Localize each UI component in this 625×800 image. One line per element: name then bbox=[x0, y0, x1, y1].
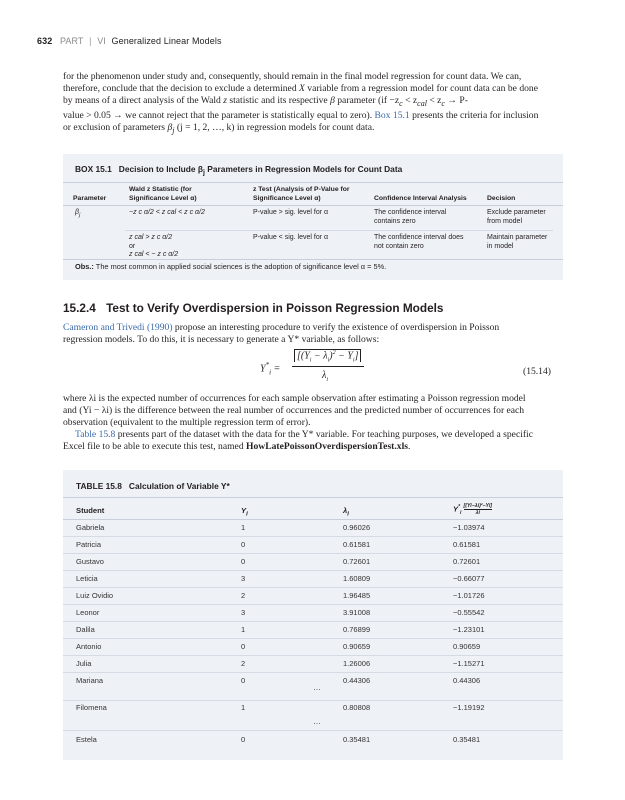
box-param-symbol: $\beta_j$ bbox=[75, 209, 81, 219]
part-roman: VI bbox=[97, 36, 106, 46]
section-number: 15.2.4 bbox=[63, 301, 96, 315]
table-cell-ystar: −1.15271 bbox=[453, 659, 485, 668]
table-cell-ystar: −0.55542 bbox=[453, 608, 485, 617]
table-cell-lambda: 1.26006 bbox=[343, 659, 371, 668]
table-rule-filomena bbox=[63, 700, 563, 701]
table-cell-lambda: 0.44306 bbox=[343, 676, 371, 685]
table-intro-paragraph bbox=[63, 429, 563, 453]
box-row1-ztest: P-value > sig. level for α bbox=[253, 209, 329, 216]
para3-line-2: and (Yi − λi) is the difference between the real number of occurrences and the predicted number of occurrences for each bbox=[63, 405, 525, 417]
table-header-lambda: $\lambda_i$ bbox=[343, 506, 349, 518]
table-cell-student: Estela bbox=[76, 735, 97, 744]
box-row1-wald: −z c α/2 < z cal < z c α/2 bbox=[129, 209, 205, 216]
table-cell-ystar: 0.72601 bbox=[453, 557, 481, 566]
table-cell-lambda: 0.35481 bbox=[343, 735, 371, 744]
table-cell-lambda: 0.80808 bbox=[343, 703, 371, 712]
table-cell-ystar: 0.35481 bbox=[453, 735, 481, 744]
box-row2-ztest: P-value < sig. level for α bbox=[253, 234, 329, 241]
table-row-divider bbox=[63, 655, 563, 656]
table-cell-student: Gabriela bbox=[76, 523, 105, 532]
equation-numerator: $[(Y_i - \lambda_i)^2 - Y_i]$ bbox=[294, 349, 361, 362]
table-row-divider bbox=[63, 553, 563, 554]
part-title: Generalized Linear Models bbox=[111, 36, 222, 46]
table-rule-top bbox=[63, 497, 563, 498]
box-header-ci: Confidence Interval Analysis bbox=[374, 195, 467, 202]
table-cell-ystar: 0.90659 bbox=[453, 642, 481, 651]
table-cell-ystar: 0.44306 bbox=[453, 676, 481, 685]
intro-line-4: value > 0.05 → we cannot reject that the parameter is statistically equal to zero). Box 15.1 presents the criteria for inclusion bbox=[63, 110, 539, 122]
table-cell-y: 0 bbox=[241, 557, 246, 566]
table-cell-student: Gustavo bbox=[76, 557, 104, 566]
equation-denominator: $\lambda_i$ bbox=[322, 370, 329, 383]
table-cell-ystar: −1.23101 bbox=[453, 625, 485, 634]
table-cell-lambda: 1.60809 bbox=[343, 574, 371, 583]
box-header-ztest: z Test (Analysis of P-Value for Significance Level α) bbox=[253, 186, 350, 202]
table-cell-ystar: 0.61581 bbox=[453, 540, 481, 549]
running-head bbox=[37, 36, 222, 46]
table-cell-y: 3 bbox=[241, 574, 246, 583]
table-cell-ystar: −0.66077 bbox=[453, 574, 485, 583]
part-separator: | bbox=[89, 36, 92, 46]
table-cell-y: 3 bbox=[241, 608, 246, 617]
box-15-1-link[interactable]: Box 15.1 bbox=[374, 110, 410, 122]
box-row2-ci: The confidence interval does not contain zero bbox=[374, 234, 464, 250]
page-number: 632 bbox=[37, 36, 53, 46]
table-row-divider bbox=[63, 604, 563, 605]
table-cell-lambda: 0.72601 bbox=[343, 557, 371, 566]
intro-line-3: by means of a direct analysis of the Wald z statistic and its respective β parameter ($if -z_c < z_{cal} < z_c \to P-$ bbox=[63, 95, 468, 109]
table-cell-student: Antonio bbox=[76, 642, 102, 651]
para2-line-2: regression models. To do this, it is necessary to generate a Y* variable, as follows: bbox=[63, 334, 380, 346]
equation-number: (15.14) bbox=[523, 366, 551, 377]
table-15-8-link[interactable]: Table 15.8 bbox=[75, 429, 116, 440]
table-15-8 bbox=[63, 470, 563, 760]
table-header-student: Student bbox=[76, 506, 105, 515]
intro-line-2: therefore, conclude that the decision to exclude a determined X variable from a regression model for count data can be done bbox=[63, 83, 538, 95]
table-cell-y: 0 bbox=[241, 540, 246, 549]
table-cell-student: Patricia bbox=[76, 540, 102, 549]
table-row-divider bbox=[63, 672, 563, 673]
table-cell-student: Mariana bbox=[76, 676, 104, 685]
table-cell-student: Filomena bbox=[76, 703, 107, 712]
table-cell-student: Leonor bbox=[76, 608, 100, 617]
table-rule-header bbox=[63, 519, 563, 520]
overdispersion-paragraph bbox=[63, 322, 563, 346]
cameron-trivedi-link[interactable]: Cameron and Trivedi (1990) bbox=[63, 322, 173, 333]
equation-lhs: $Y^*_i$ = bbox=[260, 361, 281, 377]
table-title: TABLE 15.8 Calculation of Variable Y* bbox=[76, 481, 230, 491]
para3-line-3: observation (equivalent to the multiple regression term of error). bbox=[63, 417, 311, 429]
box-15-1 bbox=[63, 154, 563, 280]
table-row-divider bbox=[63, 638, 563, 639]
table-row-divider bbox=[63, 536, 563, 537]
table-cell-y: 0 bbox=[241, 642, 246, 651]
box-header-parameter: Parameter bbox=[73, 195, 107, 202]
where-paragraph bbox=[63, 393, 563, 429]
table-cell-ystar: −1.01726 bbox=[453, 591, 485, 600]
box-title: BOX 15.1 Decision to Include $\beta_j$ Parameters in Regression Models for Count Data bbox=[75, 164, 403, 177]
box-rule-top bbox=[63, 182, 563, 183]
box-header-decision: Decision bbox=[487, 195, 516, 202]
box-row1-ci: The confidence interval contains zero bbox=[374, 209, 447, 225]
table-header-ystar: $Y^*_i$ $\frac{\text{[(Yi−λi)²−Yi]}}{\lambda i}$ bbox=[453, 503, 492, 517]
table-cell-lambda: 1.96485 bbox=[343, 591, 371, 600]
para2-line-1: Cameron and Trivedi (1990) propose an interesting procedure to verify the existence of overdispersion in Poisson bbox=[63, 322, 500, 333]
box-header-wald: Wald z Statistic (for Significance Level α) bbox=[129, 186, 197, 202]
equation-fraction-bar bbox=[292, 366, 364, 367]
box-row1-decision: Exclude parameter from model bbox=[487, 209, 546, 225]
box-row2-wald: z cal > z c α/2 or z cal < − z c α/2 bbox=[129, 234, 179, 259]
table-cell-student: Julia bbox=[76, 659, 92, 668]
para4-line-1: Table 15.8 presents part of the dataset with the data for the Y* variable. For teaching purposes, we developed a specific bbox=[75, 429, 533, 440]
table-cell-lambda: 0.76899 bbox=[343, 625, 371, 634]
box-note: Obs.: The most common in applied social sciences is the adoption of significance level α = 5%. bbox=[75, 262, 387, 271]
table-cell-lambda: 3.91008 bbox=[343, 608, 371, 617]
table-cell-y: 0 bbox=[241, 676, 246, 685]
table-ellipsis-2: … bbox=[313, 717, 321, 726]
table-cell-lambda: 0.96026 bbox=[343, 523, 371, 532]
table-cell-y: 1 bbox=[241, 625, 246, 634]
table-rule-estela bbox=[63, 730, 563, 731]
table-cell-ystar: −1.03974 bbox=[453, 523, 485, 532]
para4-line-2: Excel file to be able to execute this test, named HowLatePoissonOverdispersionTest.xls. bbox=[63, 441, 411, 453]
section-title: Test to Verify Overdispersion in Poisson Regression Models bbox=[106, 301, 444, 315]
table-cell-y: 0 bbox=[241, 735, 246, 744]
table-cell-lambda: 0.90659 bbox=[343, 642, 371, 651]
para3-line-1: where λi is the expected number of occurrences for each sample observation after estimating a Poisson regression model bbox=[63, 393, 526, 404]
box-rule-row bbox=[125, 230, 553, 231]
table-ellipsis-1: … bbox=[313, 683, 321, 692]
intro-line-1: for the phenomenon under study and, consequently, should remain in the final model regression for count data. We can, bbox=[63, 71, 522, 82]
table-row-divider bbox=[63, 587, 563, 588]
table-header-y: $Y_i$ bbox=[241, 506, 248, 518]
table-cell-y: 2 bbox=[241, 591, 246, 600]
equation-15-14 bbox=[258, 348, 368, 388]
part-label: PART bbox=[59, 36, 84, 46]
box-rule-bottom bbox=[63, 259, 563, 260]
box-row2-decision: Maintain parameter in model bbox=[487, 234, 548, 250]
table-cell-student: Dalila bbox=[76, 625, 95, 634]
table-cell-student: Luiz Ovidio bbox=[76, 591, 114, 600]
table-cell-student: Leticia bbox=[76, 574, 98, 583]
table-cell-lambda: 0.61581 bbox=[343, 540, 371, 549]
section-heading bbox=[63, 301, 444, 315]
intro-line-5: or exclusion of parameters $\beta_j$ (j = 1, 2, …, k) in regression models for count data. bbox=[63, 122, 375, 136]
box-rule-header bbox=[63, 205, 563, 206]
table-cell-y: 1 bbox=[241, 703, 246, 712]
table-cell-y: 1 bbox=[241, 523, 246, 532]
intro-paragraph bbox=[63, 71, 563, 137]
excel-file-name: HowLatePoissonOverdispersionTest.xls bbox=[246, 441, 408, 453]
table-row-divider bbox=[63, 570, 563, 571]
table-cell-y: 2 bbox=[241, 659, 246, 668]
table-cell-ystar: −1.19192 bbox=[453, 703, 485, 712]
table-row-divider bbox=[63, 621, 563, 622]
